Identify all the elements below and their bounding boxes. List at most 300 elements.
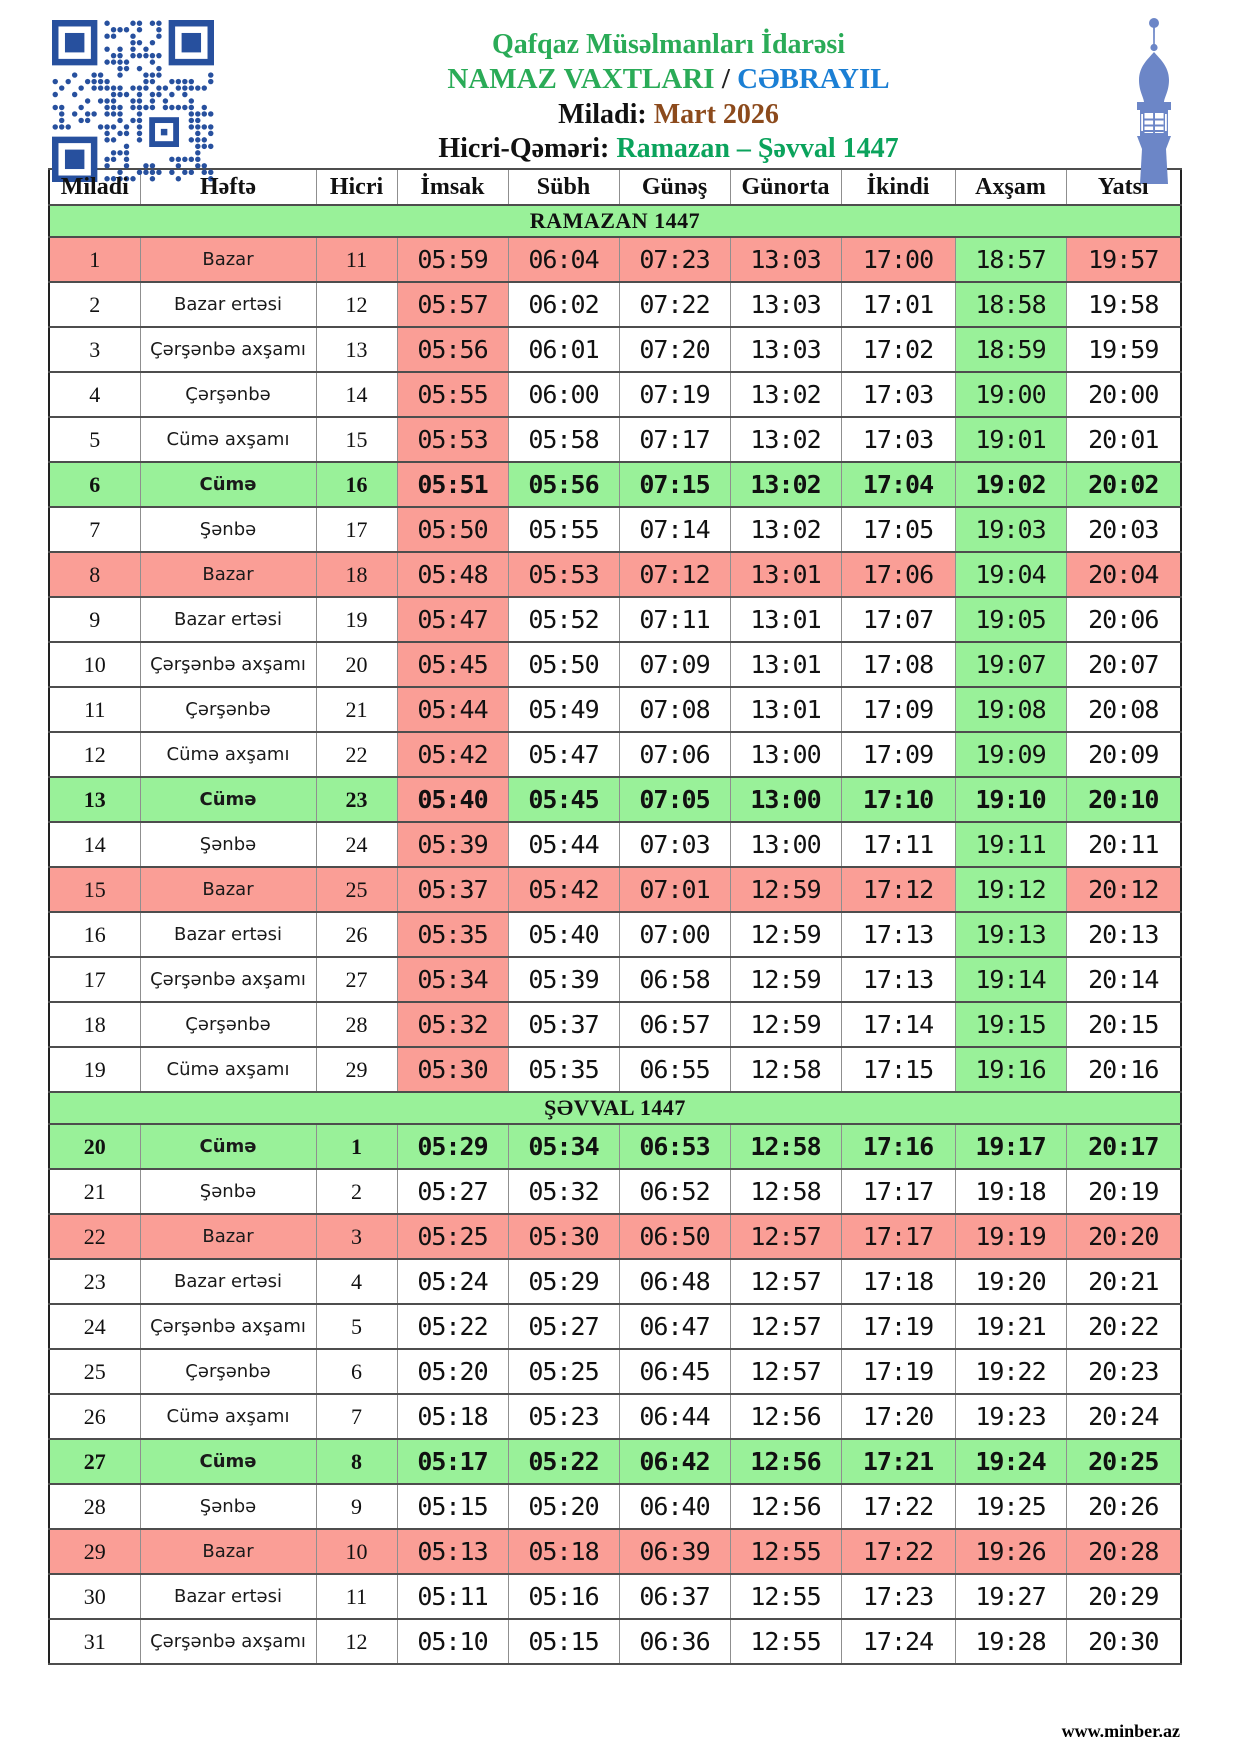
miladi-line (214, 98, 1123, 132)
cell-subh: 05:58 (508, 417, 619, 462)
cell-imsak: 05:44 (397, 687, 508, 732)
cell-hefte: Çərşənbə axşamı (140, 327, 316, 372)
cell-imsak: 05:20 (397, 1349, 508, 1394)
cell-ikindi: 17:15 (841, 1047, 955, 1092)
cell-axsam: 19:02 (955, 462, 1066, 507)
cell-hefte: Bazar ertəsi (140, 597, 316, 642)
table-row (49, 687, 1181, 732)
cell-gunes: 07:03 (619, 822, 730, 867)
cell-miladi: 25 (49, 1349, 140, 1394)
cell-imsak: 05:55 (397, 372, 508, 417)
cell-axsam: 19:04 (955, 552, 1066, 597)
page-title (214, 62, 1123, 97)
prayer-times-table (48, 168, 1182, 1665)
table-row (49, 417, 1181, 462)
cell-gunorta: 13:03 (730, 282, 841, 327)
cell-hicri: 25 (316, 867, 397, 912)
page-title-main: NAMAZ VAXTLARI (447, 63, 715, 96)
cell-hefte: Çərşənbə (140, 1002, 316, 1047)
cell-subh: 05:39 (508, 957, 619, 1002)
cell-yatsi: 20:24 (1066, 1394, 1181, 1439)
cell-axsam: 19:27 (955, 1574, 1066, 1619)
cell-axsam: 19:10 (955, 777, 1066, 822)
cell-gunorta: 12:55 (730, 1529, 841, 1574)
cell-gunorta: 12:55 (730, 1619, 841, 1664)
cell-imsak: 05:18 (397, 1394, 508, 1439)
cell-miladi: 12 (49, 732, 140, 777)
cell-ikindi: 17:09 (841, 732, 955, 777)
miladi-value: Mart 2026 (653, 98, 779, 130)
cell-gunorta: 12:57 (730, 1259, 841, 1304)
cell-hefte: Cümə axşamı (140, 1047, 316, 1092)
cell-hefte: Çərşənbə (140, 1349, 316, 1394)
cell-hicri: 2 (316, 1169, 397, 1214)
cell-axsam: 19:16 (955, 1047, 1066, 1092)
cell-ikindi: 17:17 (841, 1169, 955, 1214)
cell-gunes: 07:08 (619, 687, 730, 732)
cell-miladi: 27 (49, 1439, 140, 1484)
cell-ikindi: 17:11 (841, 822, 955, 867)
cell-axsam: 19:25 (955, 1484, 1066, 1529)
cell-gunes: 06:47 (619, 1304, 730, 1349)
section-band-row (49, 205, 1181, 237)
column-header-imsak: İmsak (397, 169, 508, 205)
cell-gunorta: 12:57 (730, 1214, 841, 1259)
table-row (49, 1529, 1181, 1574)
cell-hicri: 28 (316, 1002, 397, 1047)
cell-hefte: Çərşənbə axşamı (140, 642, 316, 687)
cell-gunes: 06:37 (619, 1574, 730, 1619)
cell-subh: 05:37 (508, 1002, 619, 1047)
cell-hefte: Şənbə (140, 507, 316, 552)
table-row (49, 1259, 1181, 1304)
cell-miladi: 3 (49, 327, 140, 372)
cell-yatsi: 20:03 (1066, 507, 1181, 552)
cell-imsak: 05:37 (397, 867, 508, 912)
cell-ikindi: 17:13 (841, 957, 955, 1002)
cell-hicri: 24 (316, 822, 397, 867)
cell-axsam: 19:08 (955, 687, 1066, 732)
title-separator: / (714, 63, 738, 96)
cell-miladi: 1 (49, 237, 140, 282)
cell-gunes: 06:40 (619, 1484, 730, 1529)
cell-imsak: 05:17 (397, 1439, 508, 1484)
cell-hicri: 9 (316, 1484, 397, 1529)
cell-gunorta: 13:01 (730, 687, 841, 732)
cell-ikindi: 17:04 (841, 462, 955, 507)
cell-subh: 05:30 (508, 1214, 619, 1259)
cell-ikindi: 17:22 (841, 1484, 955, 1529)
cell-yatsi: 20:00 (1066, 372, 1181, 417)
cell-yatsi: 20:09 (1066, 732, 1181, 777)
cell-axsam: 19:14 (955, 957, 1066, 1002)
cell-ikindi: 17:09 (841, 687, 955, 732)
table-row (49, 777, 1181, 822)
cell-gunes: 06:57 (619, 1002, 730, 1047)
cell-yatsi: 20:08 (1066, 687, 1181, 732)
cell-imsak: 05:50 (397, 507, 508, 552)
hicri-line (214, 132, 1123, 166)
cell-yatsi: 19:57 (1066, 237, 1181, 282)
section-band-row (49, 1092, 1181, 1124)
cell-hefte: Bazar (140, 237, 316, 282)
cell-gunes: 07:15 (619, 462, 730, 507)
cell-yatsi: 20:12 (1066, 867, 1181, 912)
cell-hicri: 10 (316, 1529, 397, 1574)
cell-gunorta: 13:01 (730, 597, 841, 642)
cell-ikindi: 17:10 (841, 777, 955, 822)
cell-subh: 06:04 (508, 237, 619, 282)
cell-hefte: Şənbə (140, 1169, 316, 1214)
cell-hefte: Cümə (140, 777, 316, 822)
cell-axsam: 19:26 (955, 1529, 1066, 1574)
cell-axsam: 19:20 (955, 1259, 1066, 1304)
cell-miladi: 17 (49, 957, 140, 1002)
cell-hicri: 23 (316, 777, 397, 822)
cell-gunes: 06:48 (619, 1259, 730, 1304)
cell-imsak: 05:56 (397, 327, 508, 372)
cell-gunorta: 12:59 (730, 867, 841, 912)
cell-hefte: Bazar ertəsi (140, 282, 316, 327)
table-row (49, 462, 1181, 507)
cell-subh: 05:49 (508, 687, 619, 732)
cell-gunes: 07:09 (619, 642, 730, 687)
cell-gunes: 07:20 (619, 327, 730, 372)
cell-hefte: Çərşənbə axşamı (140, 957, 316, 1002)
cell-hicri: 8 (316, 1439, 397, 1484)
cell-hefte: Cümə (140, 1124, 316, 1169)
cell-yatsi: 20:23 (1066, 1349, 1181, 1394)
cell-yatsi: 20:29 (1066, 1574, 1181, 1619)
table-row (49, 732, 1181, 777)
cell-subh: 05:45 (508, 777, 619, 822)
cell-gunes: 07:22 (619, 282, 730, 327)
cell-gunorta: 12:56 (730, 1484, 841, 1529)
cell-gunorta: 13:01 (730, 642, 841, 687)
cell-miladi: 4 (49, 372, 140, 417)
cell-imsak: 05:32 (397, 1002, 508, 1047)
cell-axsam: 19:18 (955, 1169, 1066, 1214)
table-row (49, 867, 1181, 912)
cell-axsam: 18:59 (955, 327, 1066, 372)
cell-ikindi: 17:19 (841, 1304, 955, 1349)
section-header: RAMAZAN 1447 (49, 205, 1181, 237)
cell-ikindi: 17:21 (841, 1439, 955, 1484)
cell-imsak: 05:59 (397, 237, 508, 282)
cell-miladi: 6 (49, 462, 140, 507)
cell-subh: 05:50 (508, 642, 619, 687)
cell-yatsi: 20:14 (1066, 957, 1181, 1002)
cell-gunes: 06:52 (619, 1169, 730, 1214)
cell-ikindi: 17:00 (841, 237, 955, 282)
cell-gunes: 07:05 (619, 777, 730, 822)
cell-gunes: 06:39 (619, 1529, 730, 1574)
cell-hefte: Çərşənbə (140, 687, 316, 732)
cell-miladi: 30 (49, 1574, 140, 1619)
cell-hefte: Çərşənbə (140, 372, 316, 417)
cell-gunorta: 13:02 (730, 462, 841, 507)
column-header-gunorta: Günorta (730, 169, 841, 205)
cell-ikindi: 17:24 (841, 1619, 955, 1664)
cell-gunorta: 12:58 (730, 1169, 841, 1214)
cell-gunorta: 12:59 (730, 1002, 841, 1047)
cell-axsam: 19:05 (955, 597, 1066, 642)
cell-subh: 05:18 (508, 1529, 619, 1574)
cell-imsak: 05:45 (397, 642, 508, 687)
minaret-icon (1123, 14, 1185, 184)
cell-axsam: 19:28 (955, 1619, 1066, 1664)
cell-miladi: 8 (49, 552, 140, 597)
cell-hicri: 11 (316, 1574, 397, 1619)
column-header-row (49, 169, 1181, 205)
cell-gunorta: 12:59 (730, 912, 841, 957)
cell-imsak: 05:48 (397, 552, 508, 597)
table-row (49, 237, 1181, 282)
cell-subh: 05:40 (508, 912, 619, 957)
cell-axsam: 19:01 (955, 417, 1066, 462)
cell-gunorta: 12:57 (730, 1349, 841, 1394)
cell-axsam: 19:17 (955, 1124, 1066, 1169)
cell-hicri: 7 (316, 1394, 397, 1439)
cell-gunorta: 12:58 (730, 1047, 841, 1092)
table-row (49, 1439, 1181, 1484)
cell-imsak: 05:29 (397, 1124, 508, 1169)
cell-hicri: 18 (316, 552, 397, 597)
cell-hicri: 16 (316, 462, 397, 507)
cell-yatsi: 20:04 (1066, 552, 1181, 597)
cell-miladi: 14 (49, 822, 140, 867)
cell-hefte: Bazar ertəsi (140, 912, 316, 957)
section-header: ŞƏVVAL 1447 (49, 1092, 1181, 1124)
cell-yatsi: 20:21 (1066, 1259, 1181, 1304)
cell-imsak: 05:30 (397, 1047, 508, 1092)
cell-gunorta: 13:00 (730, 822, 841, 867)
hicri-value: Ramazan – Şəvval 1447 (616, 132, 899, 164)
cell-gunorta: 12:59 (730, 957, 841, 1002)
cell-ikindi: 17:02 (841, 327, 955, 372)
cell-subh: 05:23 (508, 1394, 619, 1439)
cell-ikindi: 17:18 (841, 1259, 955, 1304)
cell-subh: 05:55 (508, 507, 619, 552)
cell-gunes: 06:53 (619, 1124, 730, 1169)
cell-hicri: 5 (316, 1304, 397, 1349)
cell-ikindi: 17:01 (841, 282, 955, 327)
cell-imsak: 05:35 (397, 912, 508, 957)
cell-axsam: 19:07 (955, 642, 1066, 687)
hicri-label: Hicri-Qəməri: (438, 132, 617, 164)
column-header-miladi: Miladi (49, 169, 140, 205)
cell-yatsi: 20:22 (1066, 1304, 1181, 1349)
cell-axsam: 19:13 (955, 912, 1066, 957)
cell-imsak: 05:34 (397, 957, 508, 1002)
cell-miladi: 7 (49, 507, 140, 552)
cell-ikindi: 17:17 (841, 1214, 955, 1259)
cell-ikindi: 17:20 (841, 1394, 955, 1439)
cell-imsak: 05:15 (397, 1484, 508, 1529)
cell-subh: 05:32 (508, 1169, 619, 1214)
cell-axsam: 19:21 (955, 1304, 1066, 1349)
cell-miladi: 9 (49, 597, 140, 642)
cell-axsam: 18:57 (955, 237, 1066, 282)
column-header-ikindi: İkindi (841, 169, 955, 205)
cell-hicri: 20 (316, 642, 397, 687)
cell-miladi: 13 (49, 777, 140, 822)
miladi-label: Miladi: (558, 98, 654, 130)
cell-axsam: 19:00 (955, 372, 1066, 417)
cell-gunes: 06:50 (619, 1214, 730, 1259)
cell-hicri: 12 (316, 282, 397, 327)
cell-gunorta: 13:03 (730, 327, 841, 372)
cell-miladi: 16 (49, 912, 140, 957)
cell-hicri: 14 (316, 372, 397, 417)
cell-gunes: 07:23 (619, 237, 730, 282)
cell-ikindi: 17:06 (841, 552, 955, 597)
cell-gunes: 07:00 (619, 912, 730, 957)
table-row (49, 1214, 1181, 1259)
cell-hefte: Cümə axşamı (140, 1394, 316, 1439)
cell-subh: 06:00 (508, 372, 619, 417)
cell-ikindi: 17:03 (841, 417, 955, 462)
table-row (49, 912, 1181, 957)
column-header-yatsi: Yatsı (1066, 169, 1181, 205)
cell-gunes: 07:17 (619, 417, 730, 462)
cell-subh: 05:27 (508, 1304, 619, 1349)
cell-imsak: 05:10 (397, 1619, 508, 1664)
title-block (214, 12, 1123, 166)
cell-subh: 05:56 (508, 462, 619, 507)
cell-miladi: 11 (49, 687, 140, 732)
cell-yatsi: 19:59 (1066, 327, 1181, 372)
table-row (49, 1394, 1181, 1439)
column-header-hicri: Hicri (316, 169, 397, 205)
cell-hicri: 19 (316, 597, 397, 642)
cell-miladi: 20 (49, 1124, 140, 1169)
cell-subh: 05:22 (508, 1439, 619, 1484)
footer-site-link[interactable]: www.minber.az (1061, 1721, 1180, 1741)
cell-hicri: 15 (316, 417, 397, 462)
cell-miladi: 10 (49, 642, 140, 687)
column-header-hefte: Həftə (140, 169, 316, 205)
cell-axsam: 19:12 (955, 867, 1066, 912)
cell-hefte: Çərşənbə axşamı (140, 1619, 316, 1664)
cell-subh: 06:01 (508, 327, 619, 372)
cell-yatsi: 20:01 (1066, 417, 1181, 462)
cell-hefte: Bazar (140, 552, 316, 597)
cell-hefte: Şənbə (140, 822, 316, 867)
cell-subh: 05:34 (508, 1124, 619, 1169)
cell-gunes: 07:11 (619, 597, 730, 642)
cell-gunes: 06:44 (619, 1394, 730, 1439)
cell-miladi: 2 (49, 282, 140, 327)
cell-hefte: Bazar ertəsi (140, 1574, 316, 1619)
table-row (49, 327, 1181, 372)
org-title: Qafqaz Müsəlmanları İdarəsi (491, 29, 846, 60)
table-row (49, 1574, 1181, 1619)
cell-yatsi: 20:02 (1066, 462, 1181, 507)
table-row (49, 822, 1181, 867)
cell-hicri: 27 (316, 957, 397, 1002)
table-row (49, 957, 1181, 1002)
table-row (49, 1484, 1181, 1529)
cell-yatsi: 20:16 (1066, 1047, 1181, 1092)
cell-axsam: 19:23 (955, 1394, 1066, 1439)
cell-gunorta: 13:00 (730, 777, 841, 822)
table-row (49, 507, 1181, 552)
city-name: CƏBRAYIL (737, 63, 890, 96)
cell-ikindi: 17:22 (841, 1529, 955, 1574)
cell-imsak: 05:22 (397, 1304, 508, 1349)
cell-miladi: 24 (49, 1304, 140, 1349)
cell-hefte: Cümə (140, 462, 316, 507)
cell-axsam: 19:22 (955, 1349, 1066, 1394)
cell-imsak: 05:25 (397, 1214, 508, 1259)
cell-hefte: Bazar (140, 867, 316, 912)
qr-code-icon (52, 20, 214, 182)
cell-subh: 05:25 (508, 1349, 619, 1394)
cell-subh: 05:35 (508, 1047, 619, 1092)
table-row (49, 1002, 1181, 1047)
cell-ikindi: 17:14 (841, 1002, 955, 1047)
cell-yatsi: 20:13 (1066, 912, 1181, 957)
cell-imsak: 05:53 (397, 417, 508, 462)
cell-hicri: 13 (316, 327, 397, 372)
cell-imsak: 05:40 (397, 777, 508, 822)
cell-yatsi: 20:25 (1066, 1439, 1181, 1484)
cell-miladi: 15 (49, 867, 140, 912)
cell-hefte: Cümə (140, 1439, 316, 1484)
cell-imsak: 05:57 (397, 282, 508, 327)
cell-subh: 05:42 (508, 867, 619, 912)
cell-hicri: 17 (316, 507, 397, 552)
cell-miladi: 26 (49, 1394, 140, 1439)
cell-subh: 05:47 (508, 732, 619, 777)
cell-hicri: 4 (316, 1259, 397, 1304)
cell-yatsi: 20:19 (1066, 1169, 1181, 1214)
column-header-axsam: Axşam (955, 169, 1066, 205)
cell-yatsi: 20:07 (1066, 642, 1181, 687)
cell-axsam: 19:09 (955, 732, 1066, 777)
cell-ikindi: 17:13 (841, 912, 955, 957)
cell-gunorta: 12:56 (730, 1394, 841, 1439)
cell-hicri: 6 (316, 1349, 397, 1394)
table-row (49, 372, 1181, 417)
cell-subh: 05:15 (508, 1619, 619, 1664)
cell-subh: 05:53 (508, 552, 619, 597)
cell-gunes: 06:58 (619, 957, 730, 1002)
cell-axsam: 19:03 (955, 507, 1066, 552)
table-row (49, 642, 1181, 687)
cell-yatsi: 20:17 (1066, 1124, 1181, 1169)
table-row (49, 1169, 1181, 1214)
cell-hefte: Bazar (140, 1214, 316, 1259)
cell-yatsi: 19:58 (1066, 282, 1181, 327)
cell-hefte: Şənbə (140, 1484, 316, 1529)
cell-gunes: 06:55 (619, 1047, 730, 1092)
column-header-gunes: Günəş (619, 169, 730, 205)
cell-axsam: 19:19 (955, 1214, 1066, 1259)
cell-ikindi: 17:07 (841, 597, 955, 642)
cell-yatsi: 20:06 (1066, 597, 1181, 642)
cell-hefte: Bazar (140, 1529, 316, 1574)
cell-gunorta: 13:03 (730, 237, 841, 282)
cell-gunorta: 13:02 (730, 372, 841, 417)
table-row (49, 282, 1181, 327)
cell-yatsi: 20:28 (1066, 1529, 1181, 1574)
table-row (49, 1047, 1181, 1092)
cell-imsak: 05:11 (397, 1574, 508, 1619)
cell-yatsi: 20:20 (1066, 1214, 1181, 1259)
cell-axsam: 19:11 (955, 822, 1066, 867)
